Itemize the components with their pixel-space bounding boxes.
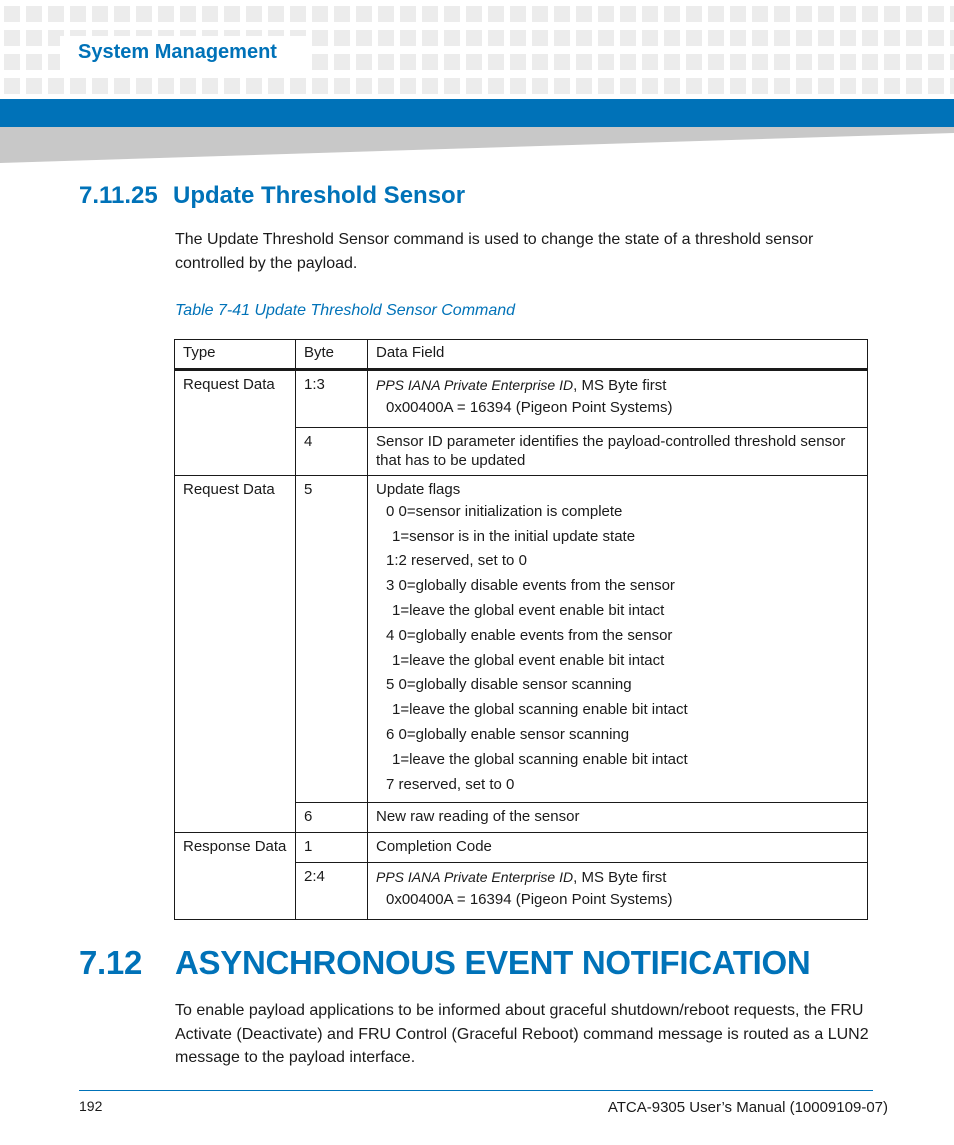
- header-pattern-square: [334, 54, 350, 70]
- byte-cell: 1: [296, 833, 368, 863]
- header-pattern-square: [466, 54, 482, 70]
- header-pattern-square: [400, 54, 416, 70]
- header-pattern-square: [840, 30, 856, 46]
- header-pattern-square: [664, 78, 680, 94]
- header-pattern-square: [510, 30, 526, 46]
- header-pattern-square: [334, 30, 350, 46]
- header-pattern-square: [510, 6, 526, 22]
- header-pattern-square: [268, 6, 284, 22]
- header-pattern-square: [884, 78, 900, 94]
- data-field-line: [376, 375, 859, 396]
- column-header-data-field: Data Field: [368, 340, 868, 370]
- header-pattern-square: [4, 54, 20, 70]
- header-pattern-square: [488, 78, 504, 94]
- header-pattern-square: [862, 30, 878, 46]
- header-pattern-square: [312, 78, 328, 94]
- header-pattern-square: [26, 54, 42, 70]
- byte-cell: 2:4: [296, 863, 368, 920]
- data-field-line: Update flags: [376, 480, 461, 498]
- data-field-line: 1=leave the global event enable bit intact: [392, 601, 665, 619]
- header-pattern-square: [444, 6, 460, 22]
- header-pattern-square: [796, 54, 812, 70]
- header-pattern-square: [510, 78, 526, 94]
- header-pattern-square: [730, 78, 746, 94]
- header-pattern-square: [400, 6, 416, 22]
- header-pattern-square: [950, 78, 954, 94]
- header-pattern-square: [642, 6, 658, 22]
- header-pattern-square: [356, 6, 372, 22]
- header-pattern-square: [136, 78, 152, 94]
- header-pattern-square: [862, 6, 878, 22]
- byte-cell: 4: [296, 427, 368, 475]
- header-pattern-square: [862, 54, 878, 70]
- data-field-line: 7 reserved, set to 0: [386, 775, 515, 793]
- header-pattern-square: [818, 54, 834, 70]
- header-pattern-square: [554, 78, 570, 94]
- data-field-line: 4 0=globally enable events from the sensor: [386, 626, 673, 644]
- command-table: [174, 339, 868, 920]
- header-pattern-square: [532, 30, 548, 46]
- header-blue-bar: [0, 99, 954, 127]
- header-pattern-square: [774, 78, 790, 94]
- data-field-line: 1=sensor is in the initial update state: [392, 527, 636, 545]
- header-pattern-square: [818, 78, 834, 94]
- header-pattern-square: [642, 54, 658, 70]
- type-cell: Response Data: [175, 833, 296, 920]
- header-pattern-square: [422, 30, 438, 46]
- header-pattern-square: [730, 30, 746, 46]
- data-field-line: [376, 867, 859, 888]
- enterprise-id-label: PPS IANA Private Enterprise ID: [376, 869, 574, 886]
- section-intro: The Update Threshold Sensor command is used to change the state of a threshold sensor controlled by the payload.: [175, 231, 814, 272]
- header-pattern-square: [708, 54, 724, 70]
- header-pattern-square: [686, 6, 702, 22]
- header-pattern-square: [444, 78, 460, 94]
- header-pattern-square: [158, 6, 174, 22]
- header-pattern-square: [70, 78, 86, 94]
- manual-title: ATCA-9305 User’s Manual (10009109-07): [607, 1099, 888, 1116]
- byte-cell: 6: [296, 803, 368, 833]
- data-field-line: 0 0=sensor initialization is complete: [386, 502, 623, 520]
- header-pattern-square: [774, 6, 790, 22]
- header-pattern-square: [818, 30, 834, 46]
- header-pattern-square: [356, 30, 372, 46]
- header-pattern-square: [906, 6, 922, 22]
- header-pattern-square: [906, 54, 922, 70]
- header-pattern-square: [928, 6, 944, 22]
- header-pattern-square: [950, 6, 954, 22]
- header-pattern-square: [620, 30, 636, 46]
- header-pattern-square: [290, 78, 306, 94]
- chapter-body: To enable payload applications to be informed about graceful shutdown/reboot requests, the FRU Activate (Deactivate) and FRU Control (Graceful Reboot) command message is routed as a LUN2 message to the payload interface.: [175, 1002, 869, 1066]
- header-pattern-square: [884, 54, 900, 70]
- byte-order-text: , MS Byte first: [573, 869, 667, 887]
- header-pattern-square: [312, 54, 328, 70]
- table-row: [175, 370, 868, 428]
- header-pattern-square: [664, 30, 680, 46]
- header-pattern-square: [136, 6, 152, 22]
- header-pattern-square: [708, 78, 724, 94]
- header-pattern-square: [114, 78, 130, 94]
- header-pattern-square: [92, 6, 108, 22]
- header-pattern-square: [576, 78, 592, 94]
- header-pattern-square: [884, 30, 900, 46]
- header-pattern-square: [48, 78, 64, 94]
- header-pattern-square: [642, 78, 658, 94]
- data-field-line: 1:2 reserved, set to 0: [386, 552, 527, 570]
- header-pattern-square: [246, 78, 262, 94]
- header-pattern-square: [686, 78, 702, 94]
- header-pattern-square: [598, 30, 614, 46]
- header-pattern-square: [532, 54, 548, 70]
- header-pattern-square: [510, 54, 526, 70]
- header-pattern-square: [598, 6, 614, 22]
- header-pattern-square: [796, 6, 812, 22]
- header-pattern-square: [752, 78, 768, 94]
- byte-order-text: , MS Byte first: [573, 377, 667, 394]
- header-pattern-square: [488, 30, 504, 46]
- header-pattern-square: [48, 6, 64, 22]
- header-pattern-square: [928, 30, 944, 46]
- data-field-line: 1=leave the global scanning enable bit intact: [392, 701, 688, 719]
- header-pattern-square: [928, 78, 944, 94]
- header-pattern-square: [752, 30, 768, 46]
- header-pattern-square: [686, 30, 702, 46]
- data-field-cell: Completion Code: [368, 833, 868, 863]
- header-pattern-square: [950, 54, 954, 70]
- header-pattern-square: [532, 6, 548, 22]
- header-pattern-square: [554, 30, 570, 46]
- data-field-line: 0x00400A = 16394 (Pigeon Point Systems): [386, 891, 673, 909]
- running-header-title: System Management: [78, 41, 277, 63]
- header-pattern-square: [312, 30, 328, 46]
- header-pattern-square: [290, 6, 306, 22]
- section-number: 7.11.25: [79, 182, 158, 209]
- header-pattern-square: [730, 6, 746, 22]
- header-pattern-square: [928, 54, 944, 70]
- header-pattern-square: [224, 6, 240, 22]
- section-heading: [79, 182, 465, 210]
- table-caption: Table 7-41 Update Threshold Sensor Command: [175, 302, 516, 319]
- header-pattern-square: [708, 30, 724, 46]
- section-title: Update Threshold Sensor: [173, 182, 466, 209]
- header-pattern-square: [70, 6, 86, 22]
- header-pattern-square: [422, 6, 438, 22]
- header-pattern-square: [620, 6, 636, 22]
- column-header-type: Type: [175, 340, 296, 370]
- header-pattern-square: [444, 30, 460, 46]
- data-field-line: 1=leave the global scanning enable bit intact: [392, 750, 688, 768]
- header-pattern-square: [488, 54, 504, 70]
- header-pattern-square: [26, 78, 42, 94]
- header-pattern-square: [334, 6, 350, 22]
- header-pattern-square: [576, 30, 592, 46]
- header-pattern-square: [664, 6, 680, 22]
- header-pattern-square: [422, 54, 438, 70]
- header-pattern-square: [466, 30, 482, 46]
- header-pattern-square: [466, 78, 482, 94]
- data-field-cell: [368, 370, 868, 428]
- header-pattern-square: [466, 6, 482, 22]
- header-pattern-square: [268, 78, 284, 94]
- header-pattern-square: [180, 6, 196, 22]
- header-pattern-square: [730, 54, 746, 70]
- header-pattern-square: [840, 78, 856, 94]
- header-pattern-square: [26, 30, 42, 46]
- header-pattern-square: [642, 30, 658, 46]
- data-field-line: 6 0=globally enable sensor scanning: [386, 725, 630, 743]
- header-pattern-square: [862, 78, 878, 94]
- header-pattern-square: [708, 6, 724, 22]
- type-cell: Request Data: [175, 475, 296, 833]
- data-field-line: 0x00400A = 16394 (Pigeon Point Systems): [386, 399, 673, 416]
- header-pattern-square: [422, 78, 438, 94]
- header-pattern-square: [840, 6, 856, 22]
- header-pattern-square: [356, 54, 372, 70]
- data-field-line: 5 0=globally disable sensor scanning: [386, 676, 632, 694]
- enterprise-id-label: PPS IANA Private Enterprise ID: [376, 377, 574, 393]
- header-pattern-square: [180, 78, 196, 94]
- header-grey-wedge: [0, 127, 954, 163]
- data-field-cell: Sensor ID parameter identifies the payload-controlled threshold sensor that has to be updated: [368, 427, 868, 475]
- table-header-row: [175, 340, 868, 370]
- header-pattern-square: [4, 30, 20, 46]
- header-pattern-square: [620, 78, 636, 94]
- header-pattern-square: [796, 78, 812, 94]
- header-pattern-square: [202, 78, 218, 94]
- data-field-cell: [368, 863, 868, 920]
- header-pattern-square: [664, 54, 680, 70]
- header-pattern-square: [400, 30, 416, 46]
- chapter-title: ASYNCHRONOUS EVENT NOTIFICATION: [175, 944, 811, 981]
- header-pattern-square: [532, 78, 548, 94]
- header-pattern-square: [488, 6, 504, 22]
- header-pattern-square: [950, 30, 954, 46]
- data-field-cell: [368, 475, 868, 803]
- header-pattern-square: [356, 78, 372, 94]
- data-field-cell: New raw reading of the sensor: [368, 803, 868, 833]
- header-pattern-square: [554, 6, 570, 22]
- header-pattern-square: [906, 78, 922, 94]
- header-pattern-square: [4, 6, 20, 22]
- header-pattern-square: [840, 54, 856, 70]
- footer-rule: [79, 1090, 873, 1091]
- chapter-number: 7.12: [79, 944, 143, 981]
- header-pattern-square: [554, 54, 570, 70]
- header-pattern-square: [224, 78, 240, 94]
- header-pattern-square: [576, 6, 592, 22]
- header-pattern-square: [598, 78, 614, 94]
- header-pattern-square: [4, 78, 20, 94]
- header-pattern-square: [202, 6, 218, 22]
- type-cell: Request Data: [175, 370, 296, 476]
- header-pattern-square: [400, 78, 416, 94]
- header-pattern-square: [884, 6, 900, 22]
- header-pattern-square: [444, 54, 460, 70]
- header-pattern-square: [774, 30, 790, 46]
- header-pattern-square: [686, 54, 702, 70]
- header-pattern-square: [752, 54, 768, 70]
- header-pattern-square: [378, 6, 394, 22]
- header-pattern-square: [246, 6, 262, 22]
- header-pattern-square: [378, 30, 394, 46]
- header-pattern-square: [620, 54, 636, 70]
- byte-cell: 5: [296, 475, 368, 803]
- header-pattern-square: [312, 6, 328, 22]
- table-row: [175, 475, 868, 803]
- data-field-line: 1=leave the global event enable bit intact: [392, 651, 665, 669]
- header-pattern-square: [92, 78, 108, 94]
- header-pattern-square: [378, 54, 394, 70]
- header-pattern-square: [576, 54, 592, 70]
- header-pattern-square: [598, 54, 614, 70]
- byte-cell: 1:3: [296, 370, 368, 428]
- header-pattern-square: [774, 54, 790, 70]
- header-pattern-square: [752, 6, 768, 22]
- header-pattern-square: [158, 78, 174, 94]
- header-pattern-square: [818, 6, 834, 22]
- header-pattern-square: [26, 6, 42, 22]
- header-pattern-square: [906, 30, 922, 46]
- data-field-line: 3 0=globally disable events from the sensor: [386, 577, 675, 595]
- chapter-heading: [79, 944, 810, 982]
- header-pattern-square: [796, 30, 812, 46]
- column-header-byte: Byte: [296, 340, 368, 370]
- table-row: [175, 833, 868, 863]
- header-pattern-square: [378, 78, 394, 94]
- page-number: 192: [79, 1098, 103, 1114]
- header-pattern-square: [334, 78, 350, 94]
- header-pattern-square: [114, 6, 130, 22]
